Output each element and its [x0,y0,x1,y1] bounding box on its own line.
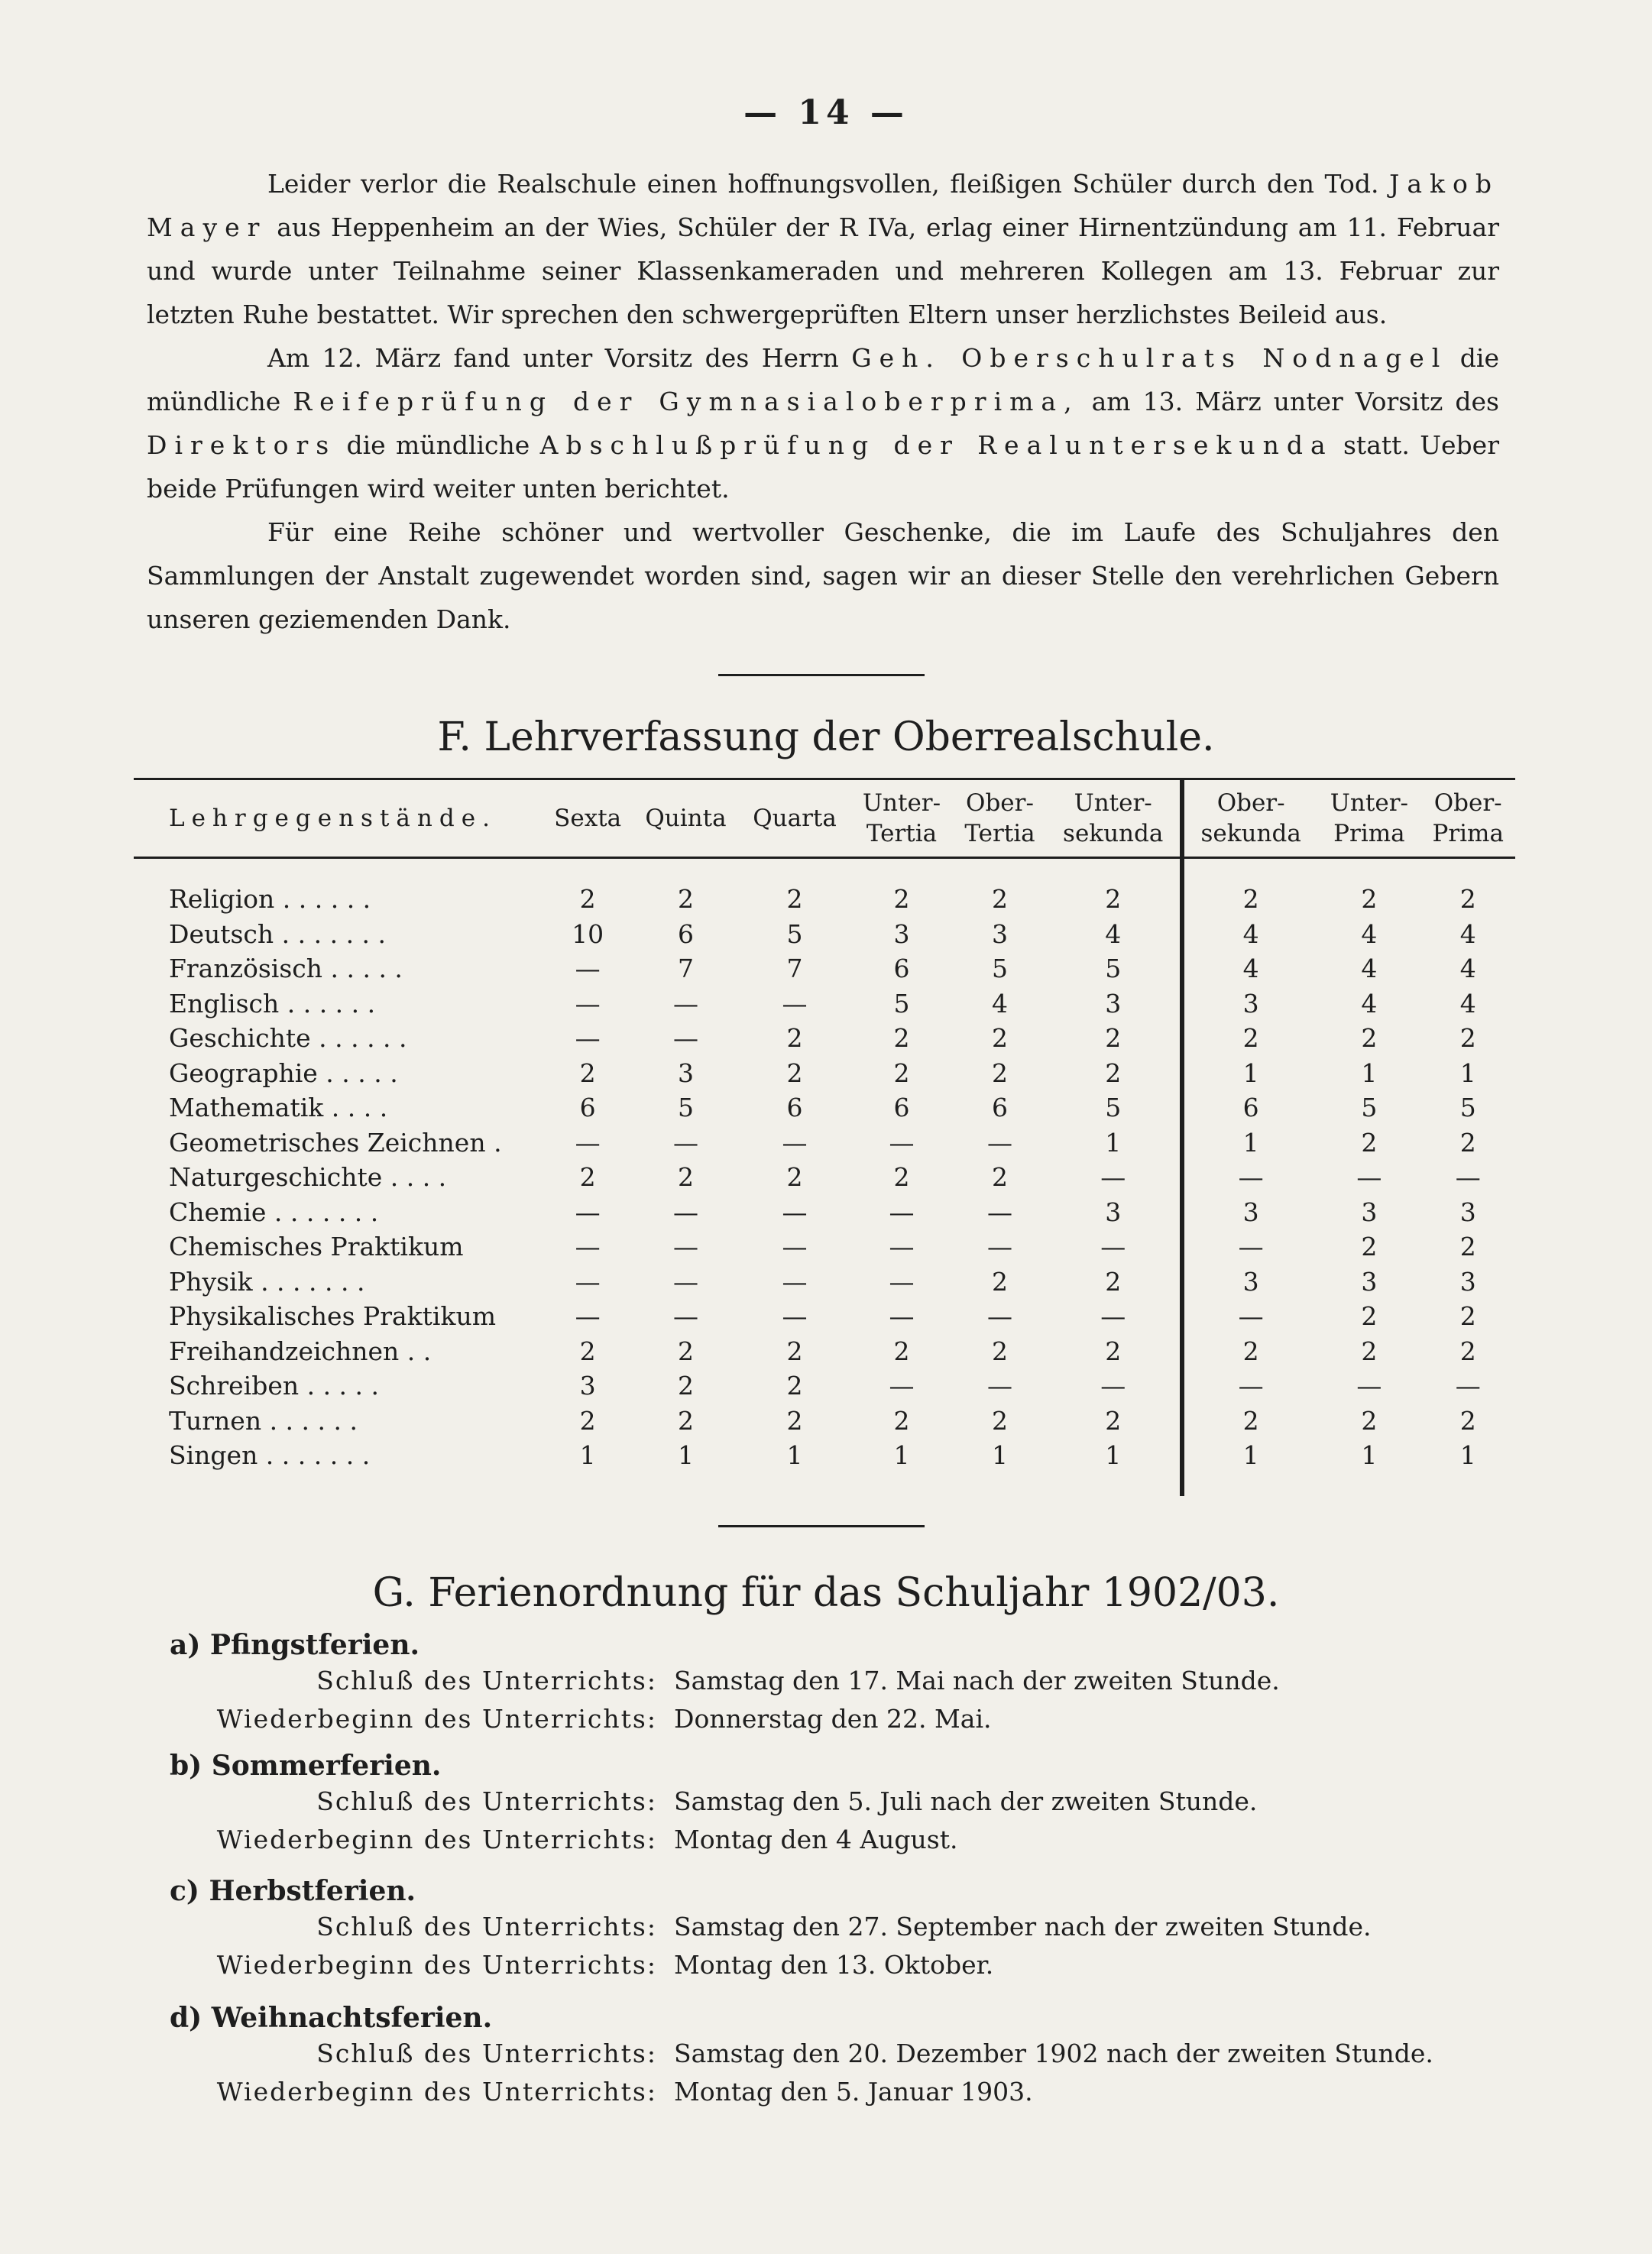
hours-cell: 2 [579,1057,596,1088]
hours-cell: 2 [1459,1336,1476,1366]
column-header-untersekunda: Unter- sekunda [1046,779,1181,858]
hours-cell: 2 [991,1405,1008,1436]
intro-paragraphs [147,162,1499,641]
intro-p3: Für eine Reihe schöner und wertvoller Geschenke, die im Laufe des Schuljahres den Sammlungen der Anstalt zugewendet worden sind, sagen wir an dieser Stelle den verehrlichen Gebern unseren geziemenden Dank. [147,517,1499,634]
hours-cell: 3 [893,918,910,949]
hours-cell: 2 [1105,1266,1122,1297]
hours-cell: 2 [1361,1301,1378,1332]
intro-paragraph-1 [147,162,1499,336]
hours-cell: 2 [1182,1021,1317,1056]
hours-cell: 6 [1182,1090,1317,1125]
hours-cell: 1 [579,1440,596,1471]
curriculum-table [134,778,1515,1496]
hours-cell: 1 [1182,1438,1317,1496]
hours-cell: 2 [1361,1023,1378,1054]
hours-cell: 1 [786,1440,803,1471]
hours-cell: — [782,1266,808,1297]
hours-cell: — [889,1127,915,1158]
holiday-line-label: Schluß des Unterrichts: [316,1786,657,1816]
subject-cell: Religion . . . . . . [169,884,371,915]
subject-cell: Geometrisches Zeichnen . [169,1127,502,1158]
hours-cell: 6 [893,1093,910,1123]
subject-cell: Naturgeschichte . . . . [169,1162,447,1193]
hours-cell: — [889,1266,915,1297]
hours-cell: 7 [786,954,803,984]
holiday-title: d) Weihnachtsferien. [170,2002,493,2034]
hours-cell: — [986,1301,1012,1332]
holiday-line-value: Donnerstag den 22. Mai. [674,1704,992,1734]
hours-cell: 2 [1459,1301,1476,1332]
holiday-title: a) Pfingstferien. [170,1629,420,1661]
intro-p2-d: Reifeprüfung der Gymnasialoberprima, [293,387,1080,416]
page-number: — 14 — [743,93,909,132]
subject-cell: Englisch . . . . . . [169,988,376,1019]
holiday-title: c) Herbstferien. [170,1875,416,1907]
hours-cell: 2 [1361,884,1378,915]
hours-cell: 2 [1182,858,1317,917]
hours-cell: — [889,1232,915,1262]
subject-cell: Schreiben . . . . . [169,1371,380,1401]
intro-paragraph-3 [147,510,1499,641]
intro-paragraph-2 [147,336,1499,510]
hours-cell: 6 [579,1093,596,1123]
hours-cell: 5 [991,954,1008,984]
intro-p2-c: die mündliche [147,343,1499,416]
hours-cell: — [1182,1299,1317,1334]
hours-cell: 5 [786,918,803,949]
hours-cell: — [1100,1232,1126,1262]
hours-cell: — [986,1197,1012,1227]
holiday-line-label: Wiederbeginn des Unterrichts: [216,1825,657,1854]
holiday-line-value: Montag den 4 August. [674,1825,958,1854]
hours-cell: 4 [1459,988,1476,1019]
hours-cell: 3 [1182,1195,1317,1230]
subject-cell: Geschichte . . . . . . [169,1023,407,1054]
hours-cell: — [1182,1368,1317,1404]
hours-cell: — [672,1266,698,1297]
hours-cell: 2 [991,884,1008,915]
holiday-line-value: Samstag den 27. September nach der zweiten Stunde. [674,1912,1372,1941]
hours-cell: 10 [572,918,604,949]
table-row [134,1404,1515,1439]
holiday-title: b) Sommerferien. [170,1750,442,1782]
hours-cell: 2 [579,884,596,915]
column-header-oberprima: Ober- Prima [1420,779,1515,858]
hours-cell: 3 [1361,1197,1378,1227]
hours-cell: 5 [1459,1093,1476,1123]
holiday-line-label: Schluß des Unterrichts: [316,2039,657,2068]
hours-cell: 3 [1361,1266,1378,1297]
intro-p2-f: Direktors [147,430,337,460]
hours-cell: 1 [1361,1057,1378,1088]
hours-cell: 2 [1459,1405,1476,1436]
hours-cell: — [889,1301,915,1332]
column-header-obersekunda: Ober- sekunda [1182,779,1317,858]
holiday-resume-line [214,2077,1513,2107]
holiday-resume-line [214,1704,1513,1734]
hours-cell: — [672,1023,698,1054]
hours-cell: 1 [1105,1127,1122,1158]
hours-cell: 2 [786,1371,803,1401]
hours-cell: — [1356,1371,1382,1401]
hours-cell: — [672,1127,698,1158]
holiday-line-value: Montag den 13. Oktober. [674,1950,994,1980]
table-row [134,1299,1515,1334]
hours-cell: 2 [677,1405,694,1436]
column-header-obertertia: Ober- Tertia [954,779,1047,858]
divider-rule-2 [718,1525,925,1527]
hours-cell: 3 [991,918,1008,949]
table-row [134,917,1515,952]
divider-rule [718,674,925,676]
hours-cell: 1 [893,1440,910,1471]
hours-cell: 4 [1361,954,1378,984]
hours-cell: 2 [1105,1336,1122,1366]
subject-cell: Freihandzeichnen . . [169,1336,432,1366]
hours-cell: 3 [579,1371,596,1401]
hours-cell: — [1100,1371,1126,1401]
hours-cell: 2 [893,1057,910,1088]
hours-cell: — [575,1301,601,1332]
table-row [134,1438,1515,1496]
holiday-line-label: Schluß des Unterrichts: [316,1912,657,1941]
hours-cell: 2 [991,1023,1008,1054]
table-row [134,1021,1515,1056]
hours-cell: 2 [893,1336,910,1366]
subject-cell: Französisch . . . . . [169,954,403,984]
hours-cell: 4 [1182,917,1317,952]
hours-cell: 1 [677,1440,694,1471]
holiday-line-value: Montag den 5. Januar 1903. [674,2077,1033,2107]
hours-cell: — [986,1371,1012,1401]
hours-cell: 3 [1105,1197,1122,1227]
hours-cell: 2 [677,1336,694,1366]
intro-p2-e: am 13. März unter Vorsitz des [1091,387,1499,416]
hours-cell: — [575,1023,601,1054]
hours-cell: 2 [786,1057,803,1088]
hours-cell: 2 [786,1023,803,1054]
subject-cell: Chemisches Praktikum [169,1232,464,1262]
subject-cell: Geographie . . . . . [169,1057,398,1088]
hours-cell: — [1100,1301,1126,1332]
hours-cell: 3 [1182,1265,1317,1300]
hours-cell: 4 [1459,954,1476,984]
section-f-title: F. Lehrverfassung der Oberrealschule. [437,714,1215,760]
holiday-line-value: Samstag den 17. Mai nach der zweiten Stunde. [674,1666,1280,1695]
table-row [134,1334,1515,1369]
hours-cell: 5 [677,1093,694,1123]
hours-cell: 3 [1182,986,1317,1022]
hours-cell: — [889,1197,915,1227]
hours-cell: — [672,1232,698,1262]
hours-cell: 4 [1105,918,1122,949]
hours-cell: — [782,1127,808,1158]
subject-cell: Mathematik . . . . [169,1093,388,1123]
intro-p2-a: Am 12. März fand unter Vorsitz des Herrn [267,343,839,373]
hours-cell: — [1182,1229,1317,1265]
holiday-end-line [214,2039,1513,2068]
hours-cell: — [986,1127,1012,1158]
subject-column-header: Lehrgegenstände. [134,779,543,858]
hours-cell: — [1455,1371,1481,1401]
hours-cell: 2 [1361,1405,1378,1436]
table-row [134,1265,1515,1300]
hours-cell: 4 [1361,918,1378,949]
hours-cell: 1 [1182,1125,1317,1161]
holiday-end-line [214,1786,1513,1816]
hours-cell: 2 [1361,1336,1378,1366]
hours-cell: 2 [579,1336,596,1366]
hours-cell: 2 [579,1162,596,1193]
hours-cell: 2 [991,1266,1008,1297]
hours-cell: 6 [677,918,694,949]
hours-cell: 1 [991,1440,1008,1471]
hours-cell: — [986,1232,1012,1262]
hours-cell: 6 [991,1093,1008,1123]
hours-cell: 2 [991,1162,1008,1193]
hours-cell: 2 [1361,1232,1378,1262]
hours-cell: 5 [1105,1093,1122,1123]
intro-p1-line1: Leider verlor die Realschule einen hoffnungsvollen, fleißigen Schüler durch den Tod. [267,169,1379,199]
hours-cell: 6 [786,1093,803,1123]
table-row [134,1160,1515,1195]
hours-cell: 2 [893,1405,910,1436]
table-row [134,1229,1515,1265]
hours-cell: 2 [1105,1405,1122,1436]
hours-cell: — [1455,1162,1481,1193]
column-header-untertertia: Unter- Tertia [850,779,953,858]
hours-cell: 2 [1459,1023,1476,1054]
hours-cell: 6 [893,954,910,984]
table-row [134,1056,1515,1091]
hours-cell: — [782,1232,808,1262]
intro-p2-h: Abschlußprüfung der Realuntersekunda [539,430,1333,460]
subject-cell: Physikalisches Praktikum [169,1301,497,1332]
hours-cell: 2 [677,1162,694,1193]
hours-cell: 4 [991,988,1008,1019]
holiday-line-value: Samstag den 5. Juli nach der zweiten Stunde. [674,1786,1258,1816]
hours-cell: — [575,1232,601,1262]
table-row [134,1195,1515,1230]
column-header-sexta: Sexta [543,779,632,858]
hours-cell: 1 [1105,1440,1122,1471]
hours-cell: 2 [786,1405,803,1436]
hours-cell: 2 [1105,1057,1122,1088]
hours-cell: 2 [1182,1404,1317,1439]
intro-p2-g: die mündliche [346,430,530,460]
holiday-end-line [214,1912,1513,1941]
hours-cell: 2 [1459,1232,1476,1262]
intro-p1-rest: aus Heppenheim an der Wies, Schüler der R IVa, erlag einer Hirnentzündung am 11. Februar und wurde unter Teilnahme seiner Klassenkameraden und mehreren Kollegen am 13. Februar zur letzten Ruhe bestattet. Wir sprechen den schwergeprüften Eltern unser herzlichstes Beileid aus. [147,212,1499,329]
hours-cell: 2 [893,884,910,915]
hours-cell: 4 [1361,988,1378,1019]
hours-cell: — [782,988,808,1019]
holiday-resume-line [214,1950,1513,1980]
hours-cell: — [575,988,601,1019]
hours-cell: 2 [677,1371,694,1401]
hours-cell: 3 [1459,1266,1476,1297]
hours-cell: 2 [1361,1127,1378,1158]
intro-p2-i: statt. Ueber beide Prüfungen wird weiter unten berichtet. [147,430,1499,504]
subject-cell: Deutsch . . . . . . . [169,918,387,949]
column-header-quarta: Quarta [740,779,850,858]
holiday-line-value: Samstag den 20. Dezember 1902 nach der zweiten Stunde. [674,2039,1433,2068]
holiday-line-label: Wiederbeginn des Unterrichts: [216,1950,657,1980]
holiday-resume-line [214,1825,1513,1854]
hours-cell: 2 [893,1162,910,1193]
hours-cell: 3 [1459,1197,1476,1227]
table-header-row [134,779,1515,858]
table-row [134,858,1515,917]
hours-cell: — [575,1266,601,1297]
hours-cell: 2 [579,1405,596,1436]
hours-cell: 1 [1459,1057,1476,1088]
hours-cell: 4 [1182,951,1317,986]
hours-cell: — [672,1301,698,1332]
hours-cell: 2 [786,1162,803,1193]
hours-cell: 2 [786,1336,803,1366]
hours-cell: — [575,954,601,984]
hours-cell: — [782,1197,808,1227]
column-header-quinta: Quinta [632,779,739,858]
hours-cell: 2 [1182,1334,1317,1369]
hours-cell: — [672,1197,698,1227]
holiday-line-label: Wiederbeginn des Unterrichts: [216,2077,657,2107]
holiday-line-label: Schluß des Unterrichts: [316,1666,657,1695]
hours-cell: 5 [1361,1093,1378,1123]
subject-cell: Chemie . . . . . . . [169,1197,379,1227]
table-row [134,1125,1515,1161]
hours-cell: — [1356,1162,1382,1193]
hours-cell: 2 [1105,884,1122,915]
hours-cell: 4 [1459,918,1476,949]
hours-cell: 2 [1459,884,1476,915]
hours-cell: 3 [677,1057,694,1088]
hours-cell: — [575,1197,601,1227]
hours-cell: 2 [893,1023,910,1054]
hours-cell: 5 [1105,954,1122,984]
table-row [134,951,1515,986]
hours-cell: 2 [786,884,803,915]
holiday-end-line [214,1666,1513,1695]
intro-p2-b: Geh. Oberschulrats Nodnagel [851,343,1448,373]
hours-cell: 2 [1105,1023,1122,1054]
intro-p1-name: Jakob Mayer [147,169,1499,242]
hours-cell: 1 [1182,1056,1317,1091]
hours-cell: — [575,1127,601,1158]
hours-cell: — [889,1371,915,1401]
hours-cell: 5 [893,988,910,1019]
holiday-line-label: Wiederbeginn des Unterrichts: [216,1704,657,1734]
hours-cell: 1 [1361,1440,1378,1471]
hours-cell: 2 [677,884,694,915]
subject-cell: Physik . . . . . . . [169,1266,365,1297]
curriculum-table-body [134,858,1515,1496]
hours-cell: 1 [1459,1440,1476,1471]
hours-cell: — [782,1301,808,1332]
subject-cell: Singen . . . . . . . [169,1440,371,1471]
hours-cell: — [672,988,698,1019]
hours-cell: 2 [1459,1127,1476,1158]
column-header-unterprima: Unter- Prima [1317,779,1420,858]
subject-cell: Turnen . . . . . . [169,1405,358,1436]
hours-cell: 7 [677,954,694,984]
hours-cell: — [1182,1160,1317,1195]
table-row [134,986,1515,1022]
hours-cell: — [1100,1162,1126,1193]
table-row [134,1090,1515,1125]
section-g-title: G. Ferienordnung für das Schuljahr 1902/03. [372,1570,1280,1616]
hours-cell: 2 [991,1336,1008,1366]
hours-cell: 2 [991,1057,1008,1088]
table-row [134,1368,1515,1404]
hours-cell: 3 [1105,988,1122,1019]
